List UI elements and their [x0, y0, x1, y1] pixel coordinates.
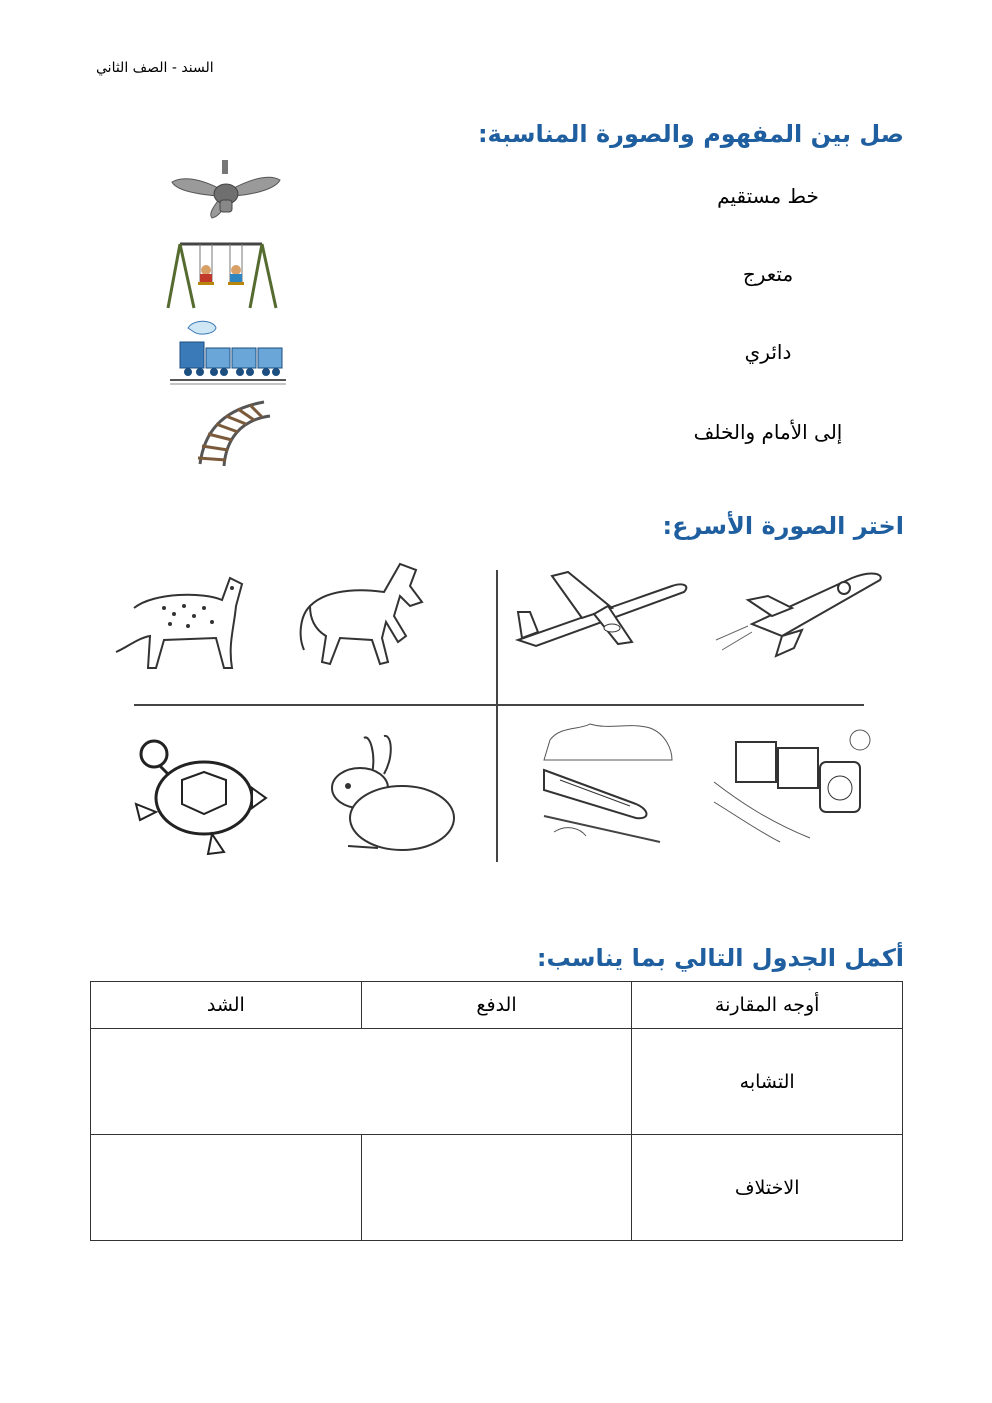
cheetah-image[interactable] [104, 548, 254, 678]
header-push: الدفع [361, 982, 632, 1029]
toy-train-icon [160, 316, 292, 392]
railway-track-image[interactable] [160, 394, 292, 470]
airplane-icon [512, 556, 692, 666]
similarity-answer-cell[interactable] [91, 1029, 632, 1135]
turtle-image[interactable] [128, 728, 270, 858]
cheetah-icon [104, 548, 254, 678]
concept-back-and-forth: إلى الأمام والخلف [693, 420, 843, 444]
railway-track-icon [160, 394, 292, 470]
table-row-difference [91, 1135, 903, 1241]
header-comparison-aspects: أوجه المقارنة [632, 982, 903, 1029]
header-pull: الشد [91, 982, 362, 1029]
swing-set-image[interactable] [160, 236, 292, 312]
toy-train-image[interactable] [160, 316, 292, 392]
section1-title: صل بين المفهوم والصورة المناسبة: [477, 120, 904, 148]
page-header: السند - الصف الثاني [96, 60, 214, 76]
high-speed-train-image[interactable] [540, 720, 676, 844]
concept-circular: دائري [744, 340, 792, 364]
ceiling-fan-image[interactable] [160, 156, 292, 232]
comparison-table [90, 981, 903, 1241]
ceiling-fan-icon [160, 156, 292, 232]
steam-train-icon [710, 722, 882, 844]
rabbit-icon [318, 730, 468, 860]
row-label-similarity: التشابه [632, 1029, 903, 1135]
section2-title: اختر الصورة الأسرع: [662, 512, 904, 540]
turtle-icon [128, 728, 270, 858]
airplane-image[interactable] [512, 556, 692, 666]
difference-push-cell[interactable] [361, 1135, 632, 1241]
rabbit-image[interactable] [318, 730, 468, 860]
rocket-image[interactable] [712, 560, 892, 660]
rocket-icon [712, 560, 892, 660]
swing-set-icon [160, 236, 292, 312]
table-header-row [91, 982, 903, 1029]
horse-image[interactable] [290, 546, 440, 676]
section3-title: أكمل الجدول التالي بما يناسب: [536, 944, 904, 972]
concept-straight-line: خط مستقيم [717, 184, 819, 208]
horizontal-divider [134, 704, 864, 706]
table-row-similarity [91, 1029, 903, 1135]
concept-zigzag: متعرج [742, 262, 794, 286]
row-label-difference: الاختلاف [632, 1135, 903, 1241]
difference-pull-cell[interactable] [91, 1135, 362, 1241]
horse-icon [290, 546, 440, 676]
steam-train-image[interactable] [710, 722, 882, 844]
vertical-divider [496, 570, 498, 862]
high-speed-train-icon [540, 720, 676, 844]
